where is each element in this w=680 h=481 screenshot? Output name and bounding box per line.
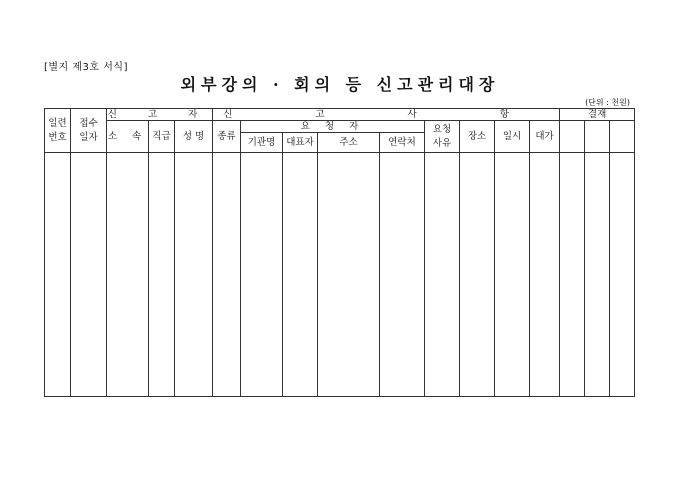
cell-approval-3[interactable] (610, 153, 635, 397)
unit-note: (단위 : 천원) (585, 98, 630, 107)
cell-reason[interactable] (425, 153, 460, 397)
header-name: 성 명 (175, 121, 213, 153)
header-requester-group: 요 청 자 (241, 121, 425, 133)
header-serial-line2: 번호 (48, 131, 67, 143)
cell-representative[interactable] (283, 153, 318, 397)
approval-box-2[interactable] (585, 121, 610, 153)
header-affiliation: 소 속 (107, 121, 149, 153)
header-type: 종류 (213, 121, 241, 153)
cell-place[interactable] (460, 153, 495, 397)
header-receipt-line2: 일자 (79, 131, 98, 143)
cell-approval-1[interactable] (560, 153, 585, 397)
header-report-details-group: 신 고 사 항 (213, 109, 560, 121)
cell-datetime[interactable] (495, 153, 530, 397)
header-organization-name: 기관명 (241, 133, 283, 153)
cell-contact[interactable] (380, 153, 425, 397)
ledger-body-row (45, 153, 635, 397)
header-serial-number (45, 109, 71, 153)
header-fee: 대가 (530, 121, 560, 153)
approval-box-3[interactable] (610, 121, 635, 153)
cell-receipt-date[interactable] (71, 153, 107, 397)
cell-rank[interactable] (149, 153, 175, 397)
cell-type[interactable] (213, 153, 241, 397)
header-receipt-date (71, 109, 107, 153)
cell-address[interactable] (318, 153, 380, 397)
cell-name[interactable] (175, 153, 213, 397)
header-serial-line1: 일련 (48, 117, 67, 129)
header-place: 장소 (460, 121, 495, 153)
header-request-reason (425, 121, 460, 153)
header-reporter-group: 신 고 자 (107, 108, 212, 120)
header-receipt-line1: 접수 (79, 117, 98, 129)
header-reason-line1: 요청 (432, 123, 452, 135)
report-ledger-table (44, 108, 635, 397)
header-representative: 대표자 (283, 133, 318, 153)
cell-approval-2[interactable] (585, 153, 610, 397)
cell-serial[interactable] (45, 153, 71, 397)
cell-fee[interactable] (530, 153, 560, 397)
header-rank: 직급 (149, 121, 175, 153)
header-contact: 연락처 (380, 133, 425, 153)
header-approval: 결재 (560, 109, 635, 121)
header-address: 주소 (318, 133, 380, 153)
cell-affiliation[interactable] (107, 153, 149, 397)
cell-organization-name[interactable] (241, 153, 283, 397)
header-datetime: 일시 (495, 121, 530, 153)
page-title: 외부강의 · 회의 등 신고관리대장 (180, 75, 500, 94)
form-reference: [별지 제3호 서식] (44, 62, 128, 73)
header-reason-line2: 사유 (432, 137, 452, 149)
approval-box-1[interactable] (560, 121, 585, 153)
